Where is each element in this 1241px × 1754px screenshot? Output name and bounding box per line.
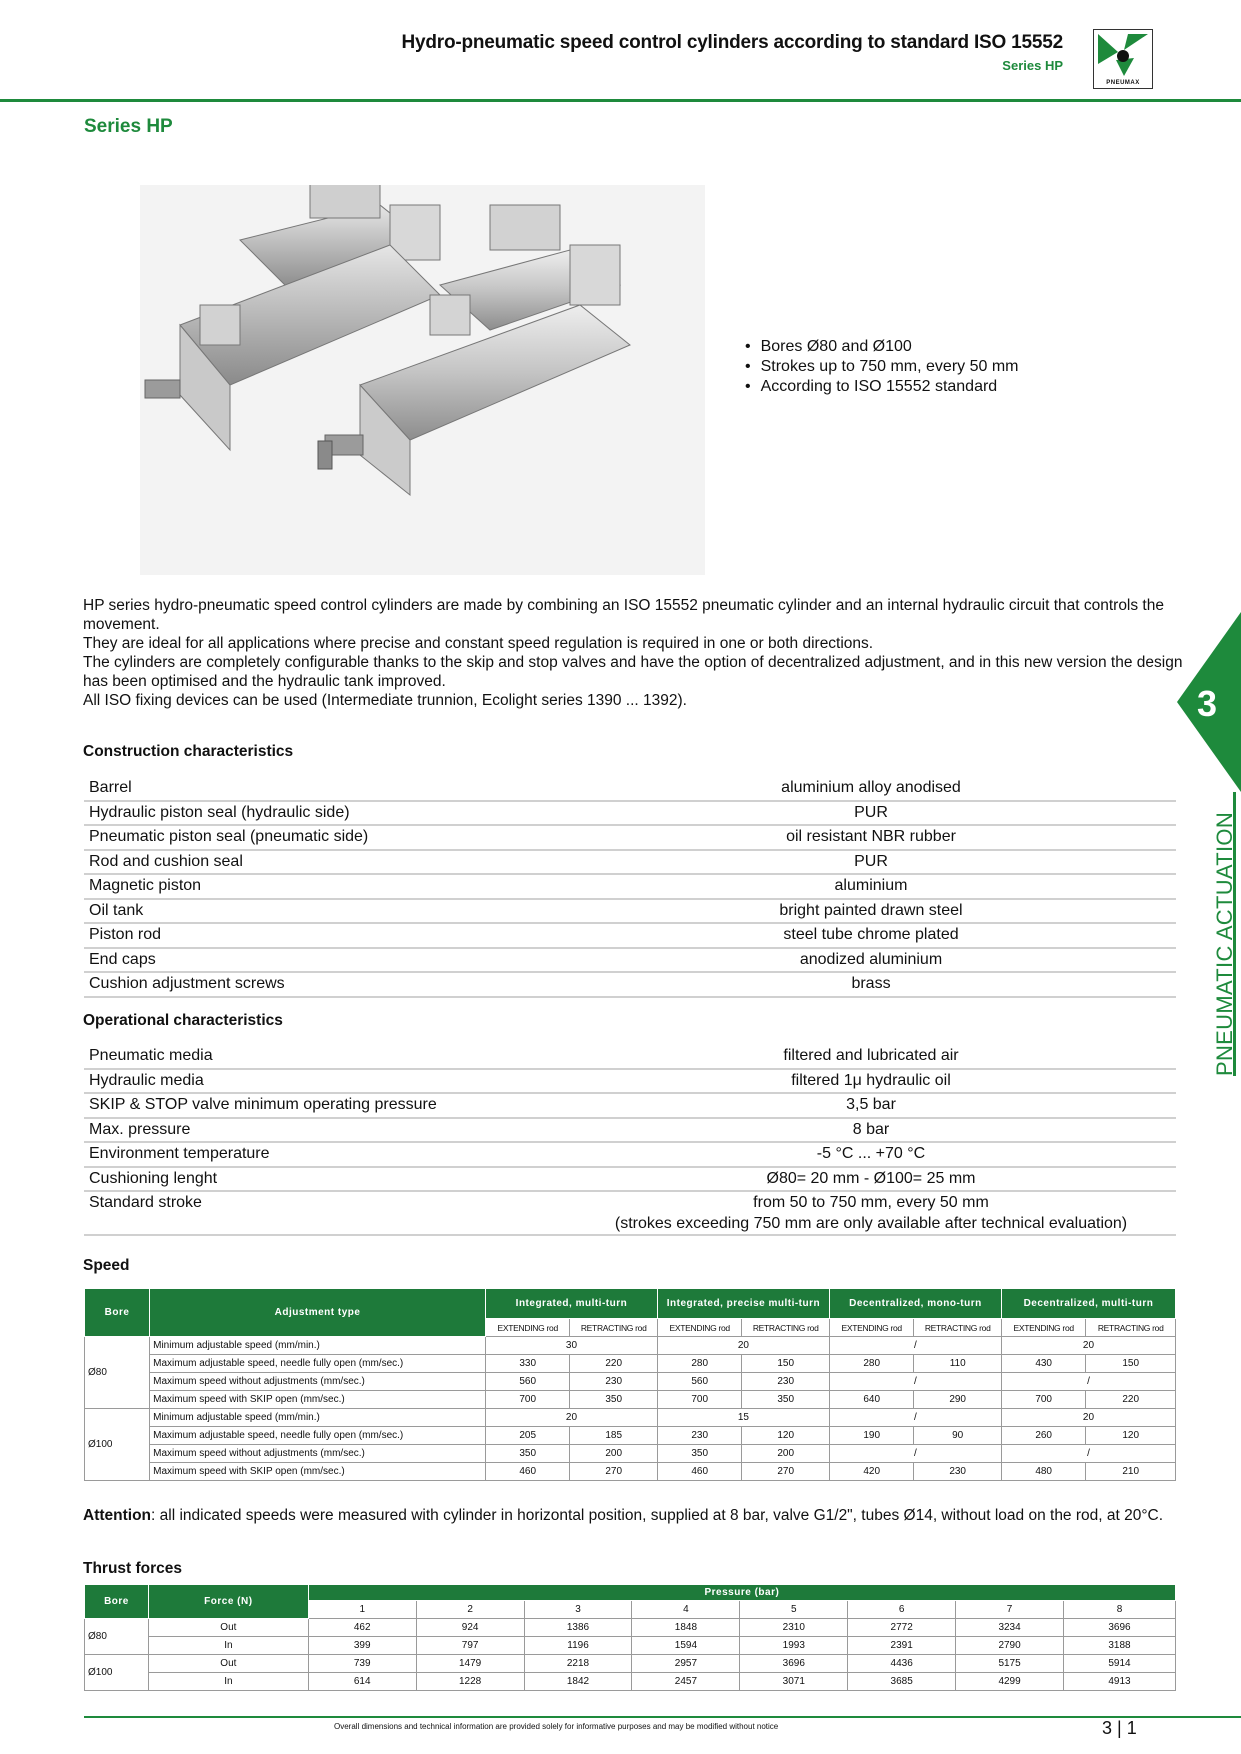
spec-value: steel tube chrome plated <box>566 923 1176 948</box>
value-cell: / <box>829 1445 1001 1463</box>
row-label: Maximum speed with SKIP open (mm/sec.) <box>150 1463 486 1481</box>
construction-table <box>84 777 1176 998</box>
attention-label: Attention <box>83 1507 152 1524</box>
value-cell: 230 <box>657 1427 741 1445</box>
spec-value: filtered and lubricated air <box>566 1045 1176 1069</box>
extending-header: EXTENDING rod <box>829 1319 913 1337</box>
thrust-table <box>84 1584 1176 1691</box>
table-row <box>84 1045 1176 1069</box>
value-cell: 1848 <box>632 1619 740 1637</box>
logo-text: PNEUMAX <box>1106 80 1140 86</box>
page-subtitle: Series HP <box>1002 58 1063 73</box>
bore-cell: Ø80 <box>85 1337 150 1409</box>
value-cell: 280 <box>657 1355 741 1373</box>
value-cell: 480 <box>1001 1463 1085 1481</box>
pressure-cell: 8 <box>1064 1601 1176 1619</box>
value-cell: 739 <box>308 1655 416 1673</box>
value-cell: 4299 <box>956 1673 1064 1691</box>
spec-value: aluminium alloy anodised <box>566 777 1176 801</box>
value-cell: 20 <box>1001 1409 1175 1427</box>
footer-rule <box>84 1716 1241 1718</box>
page-number: 3 | 1 <box>1102 1718 1137 1738</box>
force-direction: In <box>148 1673 308 1691</box>
spec-label: Oil tank <box>84 899 566 924</box>
value-cell: 797 <box>416 1637 524 1655</box>
extending-header: EXTENDING rod <box>485 1319 569 1337</box>
chapter-label: PNEUMATIC ACTUATION <box>1212 811 1237 1076</box>
value-cell: 3071 <box>740 1673 848 1691</box>
row-label: Minimum adjustable speed (mm/min.) <box>150 1409 486 1427</box>
standard-stroke-note: (strokes exceeding 750 mm are only available after technical evaluation) <box>614 1215 1128 1232</box>
force-direction: In <box>148 1637 308 1655</box>
thrust-header-row <box>85 1585 1176 1601</box>
spec-value: aluminium <box>566 874 1176 899</box>
spec-label: Magnetic piston <box>84 874 566 899</box>
row-label: Maximum speed without adjustments (mm/sec.) <box>150 1445 486 1463</box>
retracting-header: RETRACTING rod <box>742 1319 830 1337</box>
value-cell: 270 <box>742 1463 830 1481</box>
value-cell: 560 <box>657 1373 741 1391</box>
retracting-header: RETRACTING rod <box>914 1319 1002 1337</box>
value-cell: 700 <box>657 1391 741 1409</box>
value-cell: 5175 <box>956 1655 1064 1673</box>
group-header: Integrated, multi-turn <box>485 1289 657 1319</box>
row-label: Maximum adjustable speed, needle fully open (mm/sec.) <box>150 1355 486 1373</box>
table-row <box>84 899 1176 924</box>
value-cell: 1479 <box>416 1655 524 1673</box>
row-label: Maximum speed with SKIP open (mm/sec.) <box>150 1391 486 1409</box>
value-cell: 2790 <box>956 1637 1064 1655</box>
spec-label: Pneumatic piston seal (pneumatic side) <box>84 825 566 850</box>
table-row <box>84 1167 1176 1192</box>
feature-item: • Strokes up to 750 mm, every 50 mm <box>745 357 1018 377</box>
spec-value: brass <box>566 972 1176 997</box>
value-cell: 2391 <box>848 1637 956 1655</box>
adjustment-type-header: Adjustment type <box>150 1289 486 1337</box>
value-cell: 20 <box>657 1337 829 1355</box>
bore-cell: Ø100 <box>85 1409 150 1481</box>
table-row <box>84 948 1176 973</box>
spec-value: 3,5 bar <box>566 1093 1176 1118</box>
table-row <box>85 1391 1176 1409</box>
value-cell: 210 <box>1086 1463 1176 1481</box>
page-title: Hydro-pneumatic speed control cylinders according to standard ISO 15552 <box>401 32 1063 53</box>
intro-paragraph: The cylinders are completely configurable thanks to the skip and stop valves and have the option of decentralized adjustment, and in this new version the design has been optimised and the hydraulic tank improved. <box>83 654 1183 690</box>
table-row <box>85 1463 1176 1481</box>
retracting-header: RETRACTING rod <box>570 1319 658 1337</box>
pressure-cell: 2 <box>416 1601 524 1619</box>
speed-header-row <box>85 1289 1176 1319</box>
pressure-cell: 6 <box>848 1601 956 1619</box>
section-title: Series HP <box>84 116 173 137</box>
value-cell: 350 <box>570 1391 658 1409</box>
value-cell: 350 <box>742 1391 830 1409</box>
table-row <box>84 874 1176 899</box>
value-cell: 3234 <box>956 1619 1064 1637</box>
value-cell: 1196 <box>524 1637 632 1655</box>
spec-value: 8 bar <box>566 1118 1176 1143</box>
value-cell: 460 <box>657 1463 741 1481</box>
value-cell: 150 <box>1086 1355 1176 1373</box>
value-cell: / <box>829 1337 1001 1355</box>
value-cell: 220 <box>1086 1391 1176 1409</box>
value-cell: 2218 <box>524 1655 632 1673</box>
group-header: Decentralized, mono-turn <box>829 1289 1001 1319</box>
bore-cell: Ø100 <box>85 1655 149 1691</box>
value-cell: 420 <box>829 1463 913 1481</box>
force-header: Force (N) <box>148 1585 308 1619</box>
pressure-header: Pressure (bar) <box>308 1585 1175 1601</box>
operational-table <box>84 1045 1176 1236</box>
value-cell: 4913 <box>1064 1673 1176 1691</box>
value-cell: 2957 <box>632 1655 740 1673</box>
value-cell: / <box>1001 1445 1175 1463</box>
pneumax-logo-icon <box>1094 30 1152 78</box>
header-rule <box>0 99 1241 102</box>
value-cell: 205 <box>485 1427 569 1445</box>
row-label: Maximum adjustable speed, needle fully open (mm/sec.) <box>150 1427 486 1445</box>
table-row <box>84 923 1176 948</box>
pressure-cell: 7 <box>956 1601 1064 1619</box>
spec-label: Piston rod <box>84 923 566 948</box>
value-cell: / <box>829 1373 1001 1391</box>
table-row <box>84 1142 1176 1167</box>
spec-label: Cushion adjustment screws <box>84 972 566 997</box>
pressure-cell: 3 <box>524 1601 632 1619</box>
feature-list <box>745 337 1018 397</box>
value-cell: 2457 <box>632 1673 740 1691</box>
force-direction: Out <box>148 1655 308 1673</box>
spec-label: Cushioning lenght <box>84 1167 566 1192</box>
spec-label: Hydraulic piston seal (hydraulic side) <box>84 801 566 826</box>
spec-value: bright painted drawn steel <box>566 899 1176 924</box>
value-cell: 460 <box>485 1463 569 1481</box>
pressure-cell: 1 <box>308 1601 416 1619</box>
value-cell: 3696 <box>1064 1619 1176 1637</box>
value-cell: 3696 <box>740 1655 848 1673</box>
speed-heading: Speed <box>83 1257 130 1274</box>
spec-value: -5 °C ... +70 °C <box>566 1142 1176 1167</box>
value-cell: 1594 <box>632 1637 740 1655</box>
pressure-cell: 5 <box>740 1601 848 1619</box>
standard-stroke-value: from 50 to 750 mm, every 50 mm <box>753 1194 989 1211</box>
chapter-number: 3 <box>1197 683 1218 724</box>
table-row <box>85 1373 1176 1391</box>
intro-paragraph: All ISO fixing devices can be used (Intermediate trunnion, Ecolight series 1390 ... 1392). <box>83 692 687 709</box>
spec-label: Rod and cushion seal <box>84 850 566 875</box>
value-cell: 120 <box>742 1427 830 1445</box>
spec-label: Pneumatic media <box>84 1045 566 1069</box>
value-cell: 190 <box>829 1427 913 1445</box>
value-cell: 120 <box>1086 1427 1176 1445</box>
value-cell: 2310 <box>740 1619 848 1637</box>
feature-item: • Bores Ø80 and Ø100 <box>745 337 1018 357</box>
value-cell: 280 <box>829 1355 913 1373</box>
extending-header: EXTENDING rod <box>1001 1319 1085 1337</box>
value-cell: 5914 <box>1064 1655 1176 1673</box>
value-cell: 1842 <box>524 1673 632 1691</box>
value-cell: 150 <box>742 1355 830 1373</box>
spec-value: PUR <box>566 801 1176 826</box>
spec-value: anodized aluminium <box>566 948 1176 973</box>
table-row <box>85 1409 1176 1427</box>
table-row <box>84 1093 1176 1118</box>
table-row <box>84 825 1176 850</box>
value-cell: 430 <box>1001 1355 1085 1373</box>
table-row <box>84 850 1176 875</box>
value-cell: 20 <box>1001 1337 1175 1355</box>
table-row <box>84 972 1176 997</box>
value-cell: 330 <box>485 1355 569 1373</box>
table-row <box>84 801 1176 826</box>
value-cell: 200 <box>570 1445 658 1463</box>
value-cell: 230 <box>914 1463 1002 1481</box>
value-cell: 1386 <box>524 1619 632 1637</box>
value-cell: 200 <box>742 1445 830 1463</box>
attention-text: : all indicated speeds were measured with cylinder in horizontal position, supplied at 8 bar, valve G1/2", tubes Ø14, without load on the rod, at 20°C. <box>151 1507 1164 1524</box>
value-cell: 700 <box>1001 1391 1085 1409</box>
spec-value: filtered 1μ hydraulic oil <box>566 1069 1176 1094</box>
value-cell: 3685 <box>848 1673 956 1691</box>
value-cell: 270 <box>570 1463 658 1481</box>
spec-label: End caps <box>84 948 566 973</box>
table-row <box>85 1673 1176 1691</box>
pressure-cell: 4 <box>632 1601 740 1619</box>
spec-value: oil resistant NBR rubber <box>566 825 1176 850</box>
value-cell: / <box>829 1409 1001 1427</box>
intro-paragraph: They are ideal for all applications where precise and constant speed regulation is required in one or both directions. <box>83 635 874 652</box>
table-row <box>84 1069 1176 1094</box>
table-row <box>84 1118 1176 1143</box>
value-cell: 1228 <box>416 1673 524 1691</box>
value-cell: 185 <box>570 1427 658 1445</box>
table-row <box>85 1637 1176 1655</box>
spec-label: SKIP & STOP valve minimum operating pressure <box>84 1093 566 1118</box>
value-cell: 462 <box>308 1619 416 1637</box>
table-row <box>85 1655 1176 1673</box>
value-cell: 230 <box>742 1373 830 1391</box>
value-cell: 350 <box>657 1445 741 1463</box>
spec-label: Hydraulic media <box>84 1069 566 1094</box>
bore-header: Bore <box>85 1289 150 1337</box>
spec-label: Barrel <box>84 777 566 801</box>
value-cell: 350 <box>485 1445 569 1463</box>
force-direction: Out <box>148 1619 308 1637</box>
value-cell: 220 <box>570 1355 658 1373</box>
table-row <box>84 777 1176 801</box>
value-cell: 1993 <box>740 1637 848 1655</box>
product-photo <box>140 185 705 575</box>
bore-header: Bore <box>85 1585 149 1619</box>
value-cell: 700 <box>485 1391 569 1409</box>
value-cell: 924 <box>416 1619 524 1637</box>
value-cell: 110 <box>914 1355 1002 1373</box>
group-header: Integrated, precise multi-turn <box>657 1289 829 1319</box>
value-cell: / <box>1001 1373 1175 1391</box>
construction-heading: Construction characteristics <box>83 743 294 760</box>
spec-label: Standard stroke <box>84 1191 566 1235</box>
retracting-header: RETRACTING rod <box>1086 1319 1176 1337</box>
value-cell: 15 <box>657 1409 829 1427</box>
intro-text <box>83 596 1183 710</box>
table-row <box>85 1445 1176 1463</box>
feature-item: • According to ISO 15552 standard <box>745 377 1018 397</box>
spec-label: Environment temperature <box>84 1142 566 1167</box>
value-cell: 399 <box>308 1637 416 1655</box>
value-cell: 260 <box>1001 1427 1085 1445</box>
bore-cell: Ø80 <box>85 1619 149 1655</box>
pneumax-logo <box>1093 29 1153 89</box>
value-cell: 614 <box>308 1673 416 1691</box>
value-cell: 90 <box>914 1427 1002 1445</box>
spec-value: Ø80= 20 mm - Ø100= 25 mm <box>566 1167 1176 1192</box>
table-row <box>85 1619 1176 1637</box>
operational-heading: Operational characteristics <box>83 1012 283 1029</box>
value-cell: 4436 <box>848 1655 956 1673</box>
value-cell: 20 <box>485 1409 657 1427</box>
table-row <box>85 1427 1176 1445</box>
table-row <box>84 1191 1176 1235</box>
row-label: Minimum adjustable speed (mm/min.) <box>150 1337 486 1355</box>
intro-paragraph: HP series hydro-pneumatic speed control cylinders are made by combining an ISO 15552 pneumatic cylinder and an internal hydraulic circuit that controls the movement. <box>83 597 1164 633</box>
table-row <box>85 1355 1176 1373</box>
extending-header: EXTENDING rod <box>657 1319 741 1337</box>
value-cell: 2772 <box>848 1619 956 1637</box>
spec-label: Max. pressure <box>84 1118 566 1143</box>
attention-note <box>83 1506 1183 1525</box>
spec-value: PUR <box>566 850 1176 875</box>
value-cell: 30 <box>485 1337 657 1355</box>
value-cell: 230 <box>570 1373 658 1391</box>
spec-value <box>566 1191 1176 1235</box>
value-cell: 560 <box>485 1373 569 1391</box>
footer-disclaimer: Overall dimensions and technical information are provided solely for informative purposes and may be modified without notice <box>334 1722 779 1731</box>
table-row <box>85 1337 1176 1355</box>
value-cell: 290 <box>914 1391 1002 1409</box>
speed-table <box>84 1288 1176 1481</box>
value-cell: 3188 <box>1064 1637 1176 1655</box>
thrust-heading: Thrust forces <box>83 1560 183 1577</box>
value-cell: 640 <box>829 1391 913 1409</box>
group-header: Decentralized, multi-turn <box>1001 1289 1175 1319</box>
row-label: Maximum speed without adjustments (mm/sec.) <box>150 1373 486 1391</box>
